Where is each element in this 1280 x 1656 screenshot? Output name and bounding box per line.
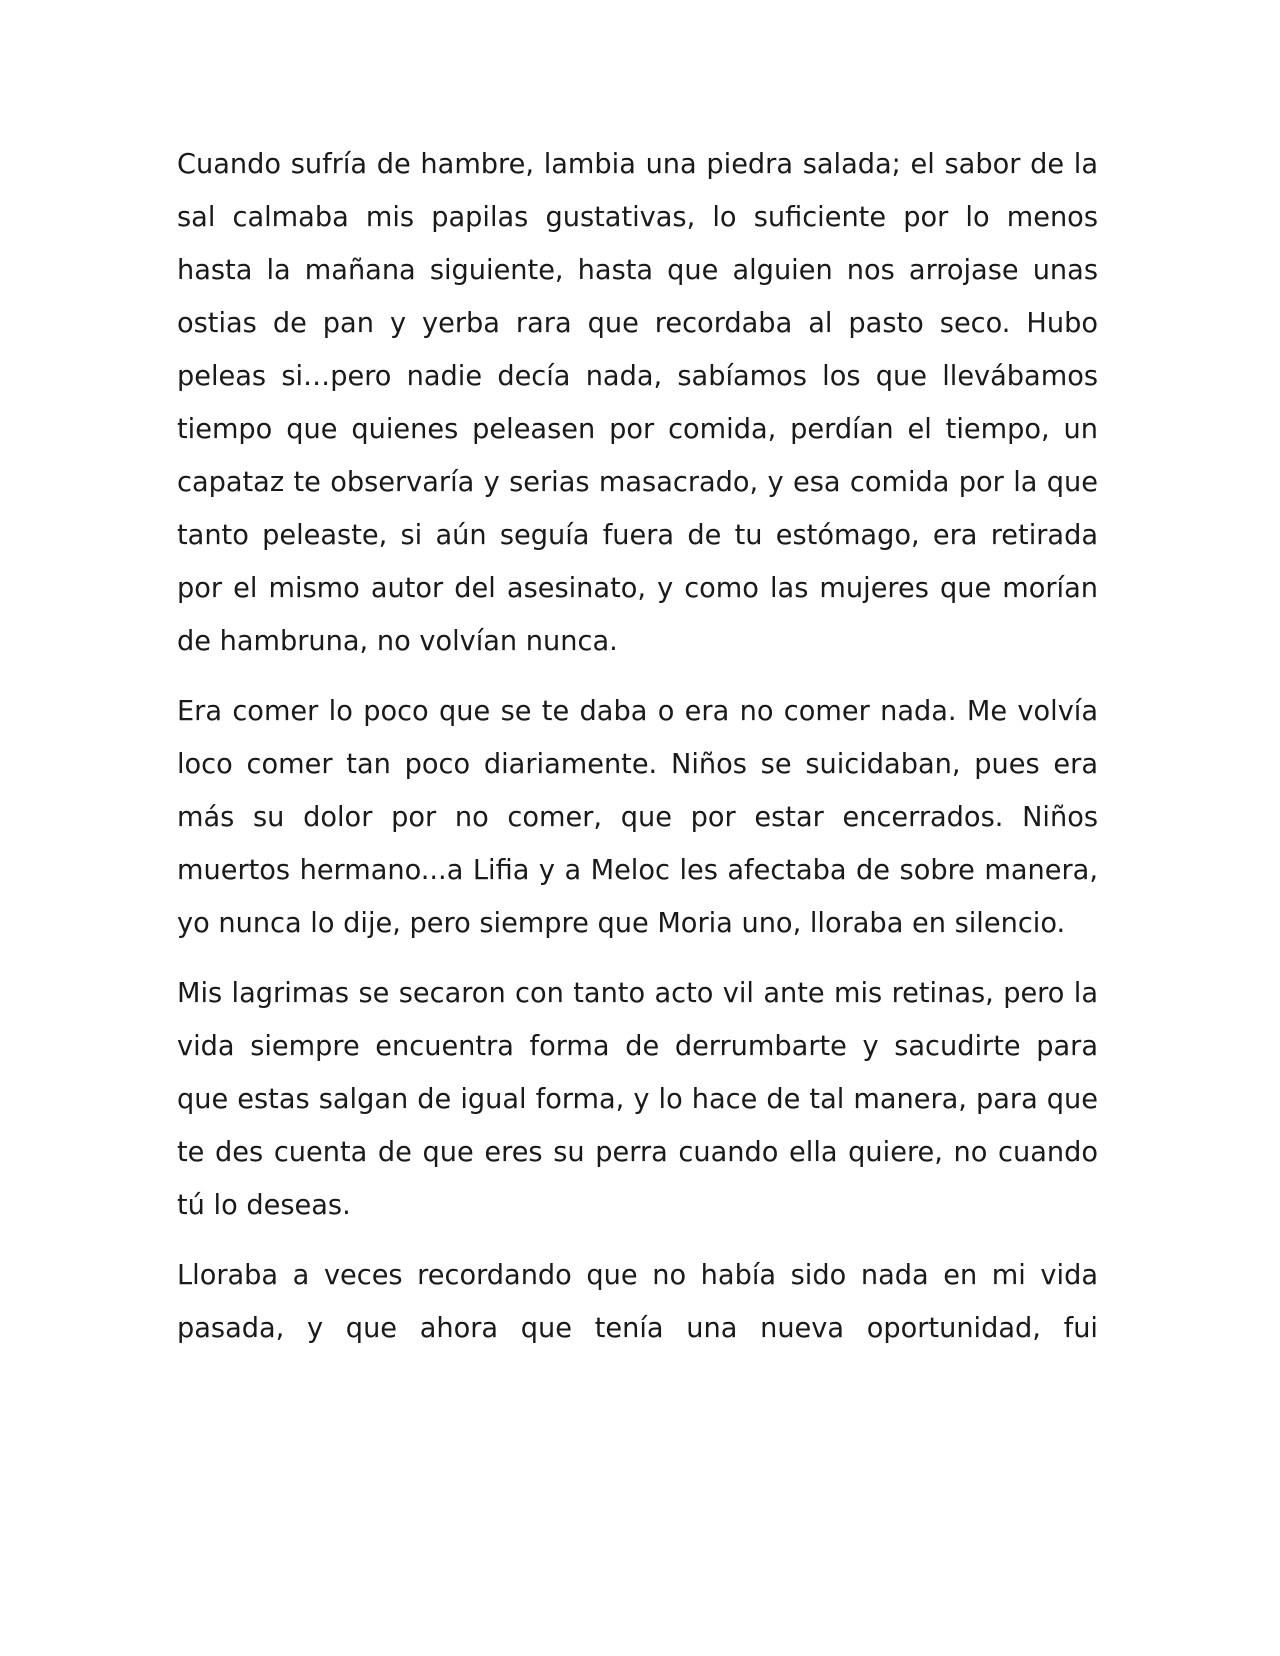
paragraph-3: Mis lagrimas se secaron con tanto acto vil ante mis retinas, pero la vida siempre encuentra forma de derrumbarte y sacudirte para que estas salgan de igual forma, y lo hace de tal manera, para que te des cuenta de que eres su perra cuando ella quiere, no cuando tú lo deseas.: [177, 978, 1098, 1221]
paragraph-1: Cuando sufría de hambre, lambia una piedra salada; el sabor de la sal calmaba mis papilas gustativas, lo suficiente por lo menos hasta la mañana siguiente, hasta que alguien nos arrojase unas ostias de pan y yerba rara que recordaba al pasto seco. Hubo peleas si…pero nadie decía nada, sabíamos los que llevábamos tiempo que quienes peleasen por comida, perdían el tiempo, un capataz te observaría y serias masacrado, y esa comida por la que tanto peleaste, si aún seguía fuera de tu estómago, era retirada por el mismo autor del asesinato, y como las mujeres que morían de hambruna, no volvían nunca.: [177, 149, 1098, 657]
paragraph-4: Lloraba a veces recordando que no había sido nada en mi vida pasada, y que ahora que tenía una nueva oportunidad, fui: [177, 1260, 1098, 1344]
document-body: [177, 138, 1098, 1372]
paragraph-2: Era comer lo poco que se te daba o era no comer nada. Me volvía loco comer tan poco diariamente. Niños se suicidaban, pues era más su dolor por no comer, que por estar encerrados. Niños muertos hermano...a Lifia y a Meloc les afectaba de sobre manera, yo nunca lo dije, pero siempre que Moria uno, lloraba en silencio.: [177, 696, 1098, 939]
